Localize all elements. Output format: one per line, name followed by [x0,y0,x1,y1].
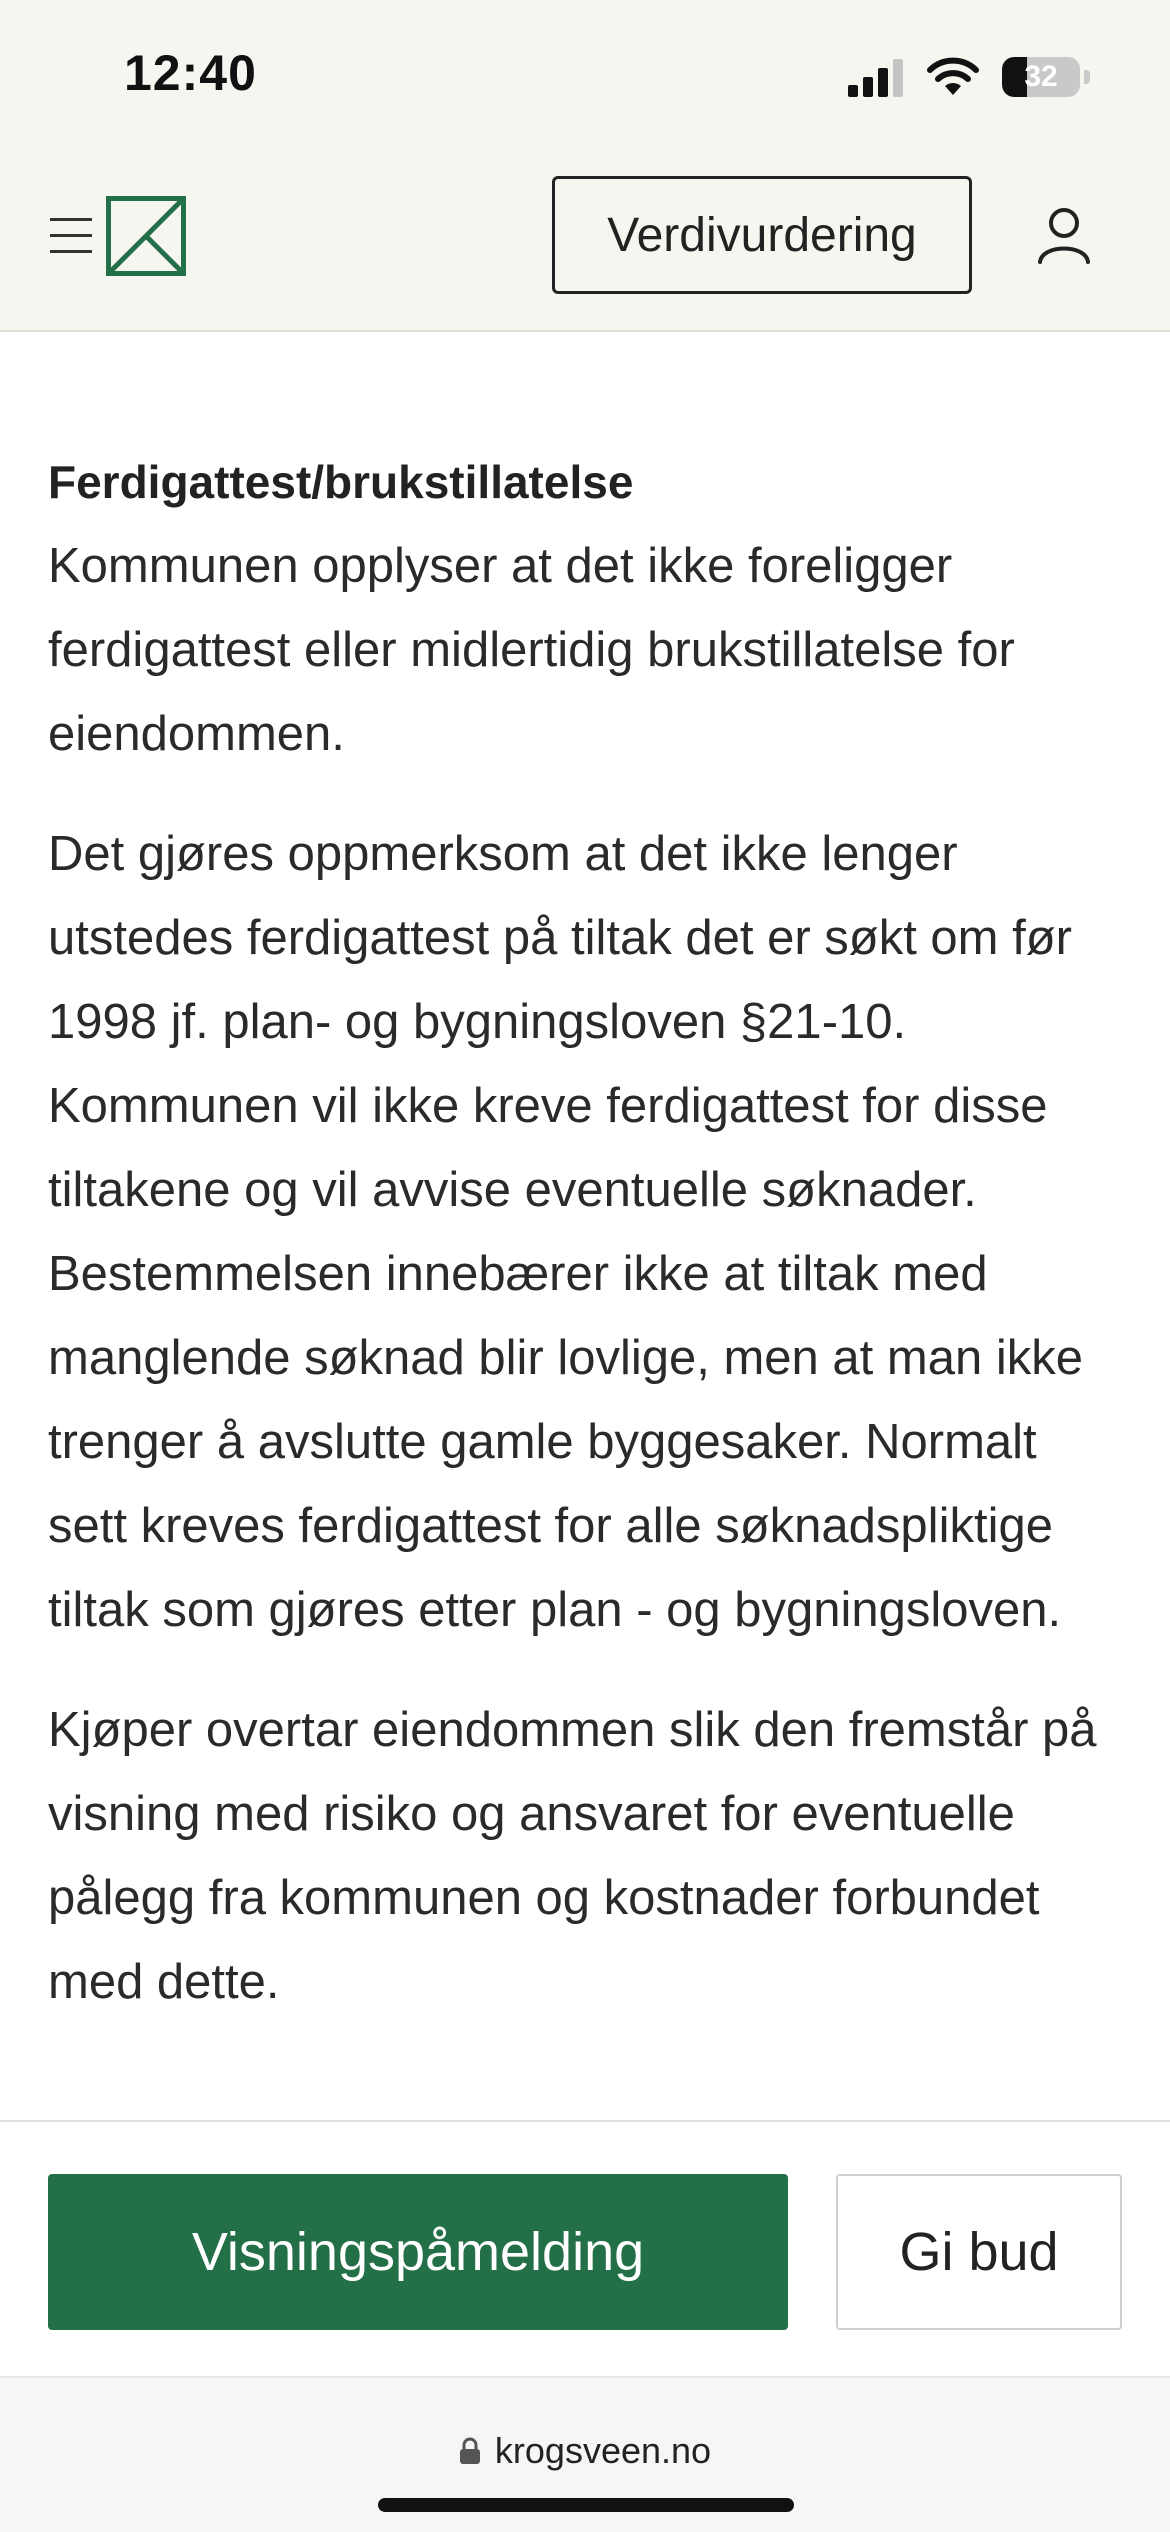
browser-url-bar[interactable] [0,2376,1170,2532]
section-heading: Ferdigattest/brukstillatelse [48,456,634,508]
viewing-registration-button[interactable]: Visningspåmelding [48,2174,788,2330]
user-icon[interactable] [1036,206,1092,264]
status-icons [848,52,1090,102]
battery-icon [1002,57,1080,97]
krogsveen-logo-icon[interactable] [106,196,186,276]
hamburger-menu-icon[interactable] [50,216,92,256]
url-display[interactable] [0,2430,1170,2472]
paragraph: Kommunen opplyser at det ikke foreligger ferdigattest eller midlertidig brukstillatelse for eiendommen. [48,539,1015,761]
valuation-button[interactable]: Verdivurdering [552,176,972,294]
action-bar [0,2120,1170,2376]
paragraph: Kjøper overtar eiendommen slik den fremstår på visning med risiko og ansvaret for eventuelle pålegg fra kommunen og kostnader forbundet med dette. [48,1703,1097,2009]
top-header [0,0,1170,332]
battery-tip [1084,70,1090,84]
content-section [48,440,1128,2060]
url-text: krogsveen.no [494,2430,712,2471]
battery-percentage: 32 [1024,60,1058,93]
signal-icon [848,57,904,97]
lock-icon [459,2437,481,2465]
wifi-icon [926,57,980,97]
paragraph: Det gjøres oppmerksom at det ikke lenger utstedes ferdigattest på tiltak det er søkt om før 1998 jf. plan- og bygningsloven §21-10. Kommunen vil ikke kreve ferdigattest for disse tiltakene og vil avvise eventuelle søknader. Bestemmelsen innebærer ikke at tiltak med manglende søknad blir lovlige, men at man ikke trenger å avslutte gamle byggesaker. Normalt sett kreves ferdigattest for alle søknadspliktige tiltak som gjøres etter plan - og bygningsloven. [48,827,1083,1637]
status-time: 12:40 [124,45,257,101]
place-bid-button[interactable]: Gi bud [836,2174,1122,2330]
home-indicator [378,2498,794,2512]
